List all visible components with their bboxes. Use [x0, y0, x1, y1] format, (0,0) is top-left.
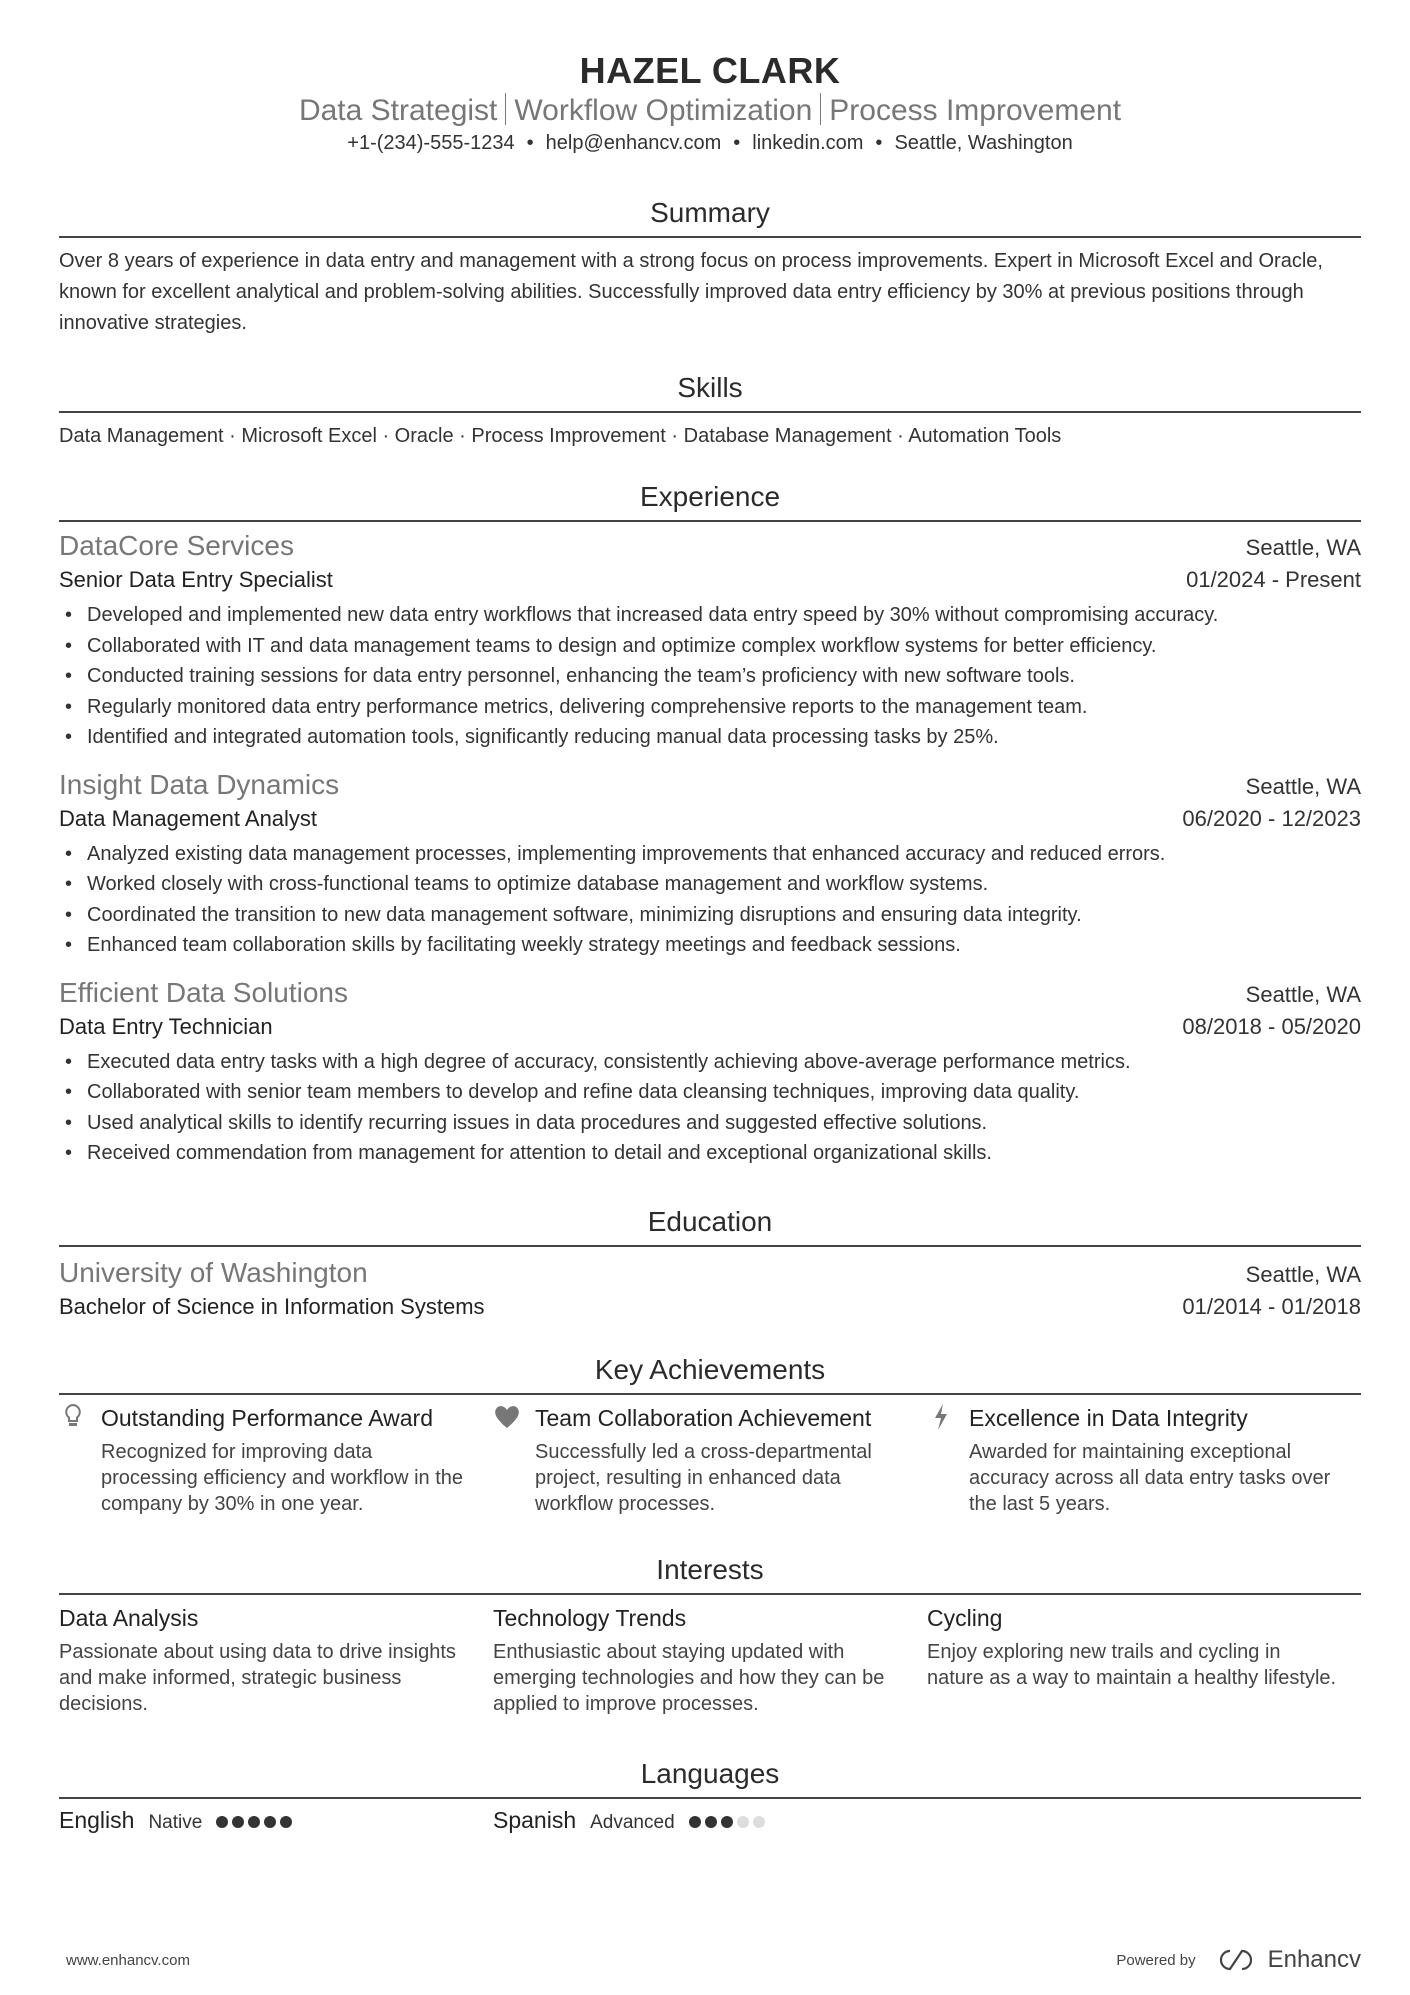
bullet-item: • Used analytical skills to identify recurring issues in data procedures and suggested effective solutions.: [59, 1108, 1361, 1139]
degree: Bachelor of Science in Information Systems: [59, 1293, 485, 1319]
section-heading: Education: [59, 1205, 1361, 1247]
headline-item: Data Strategist: [298, 94, 498, 127]
interest-description: Enthusiastic about staying updated with emerging technologies and how they can be applied to improve processes.: [493, 1640, 885, 1715]
language-level: Native: [148, 1811, 203, 1833]
bullet-item: • Worked closely with cross-functional teams to optimize database management and workflow systems.: [59, 869, 1361, 900]
summary-section: [59, 196, 1361, 339]
job-dates: 06/2020 - 12/2023: [1182, 805, 1361, 831]
job-entry: [59, 767, 1361, 961]
job-location: Seattle, WA: [1245, 773, 1361, 799]
skills-list: Data Management · Microsoft Excel · Oracle · Process Improvement · Database Management · Automation Tools: [59, 425, 1062, 447]
bullet-item: • Executed data entry tasks with a high degree of accuracy, consistently achieving above-average performance metrics.: [59, 1047, 1361, 1078]
language-item: [59, 1807, 493, 1834]
achievement-item: [493, 1403, 927, 1517]
achievement-description: Recognized for improving data processing efficiency and workflow in the company by 30% in one year.: [101, 1440, 464, 1515]
job-bullets: [59, 839, 1361, 961]
company-name: Insight Data Dynamics: [59, 768, 340, 800]
rating-dot: [689, 1816, 701, 1828]
enhancv-logo: [1214, 1946, 1361, 1974]
achievement-description: Awarded for maintaining exceptional accuracy across all data entry tasks over the last 5 years.: [969, 1440, 1331, 1515]
location: Seattle, Washington: [894, 132, 1073, 154]
language-item: [493, 1807, 927, 1834]
headline-item: Workflow Optimization: [514, 94, 813, 127]
bullet-item: • Regularly monitored data entry performance metrics, delivering comprehensive reports to the management team.: [59, 692, 1361, 723]
rating-dot: [264, 1816, 276, 1828]
bullet-item: • Developed and implemented new data entry workflows that increased data entry speed by 30% without compromising accuracy.: [59, 600, 1361, 631]
interest-item: [927, 1603, 1361, 1717]
contact-info: +1-(234)-555-1234 • help@enhancv.com • linkedin.com • Seattle, Washington: [347, 132, 1073, 154]
website-link[interactable]: www.enhancv.com: [66, 1951, 190, 1969]
bullet-item: • Analyzed existing data management processes, implementing improvements that enhanced accuracy and reduced errors.: [59, 839, 1361, 870]
resume: [59, 0, 1361, 1834]
enhancv-logo-icon: [1214, 1947, 1258, 1973]
divider: [820, 93, 821, 125]
job-dates: 01/2024 - Present: [1186, 567, 1361, 592]
interest-title: Cycling: [927, 1604, 1003, 1631]
proficiency-rating: [689, 1815, 769, 1833]
rating-dot: [232, 1816, 244, 1828]
experience-section: [59, 480, 1361, 1169]
bullet-item: • Coordinated the transition to new data management software, minimizing disruptions and ensuring data integrity.: [59, 900, 1361, 931]
section-heading: Summary: [59, 196, 1361, 238]
bullet-item: • Received commendation from management for attention to detail and exceptional organizational skills.: [59, 1138, 1361, 1169]
bullet-item: • Identified and integrated automation tools, significantly reducing manual data processing tasks by 25%.: [59, 722, 1361, 753]
linkedin-link[interactable]: linkedin.com: [752, 132, 864, 154]
achievement-title: Outstanding Performance Award: [101, 1404, 433, 1431]
bullet-item: • Collaborated with senior team members to develop and refine data cleansing techniques, improving data quality.: [59, 1077, 1361, 1108]
interests-section: [59, 1553, 1361, 1717]
interest-description: Enjoy exploring new trails and cycling in nature as a way to maintain a healthy lifestyle.: [927, 1640, 1337, 1689]
achievement-item: [927, 1403, 1361, 1517]
job-dates: 08/2018 - 05/2020: [1182, 1013, 1361, 1039]
divider: [505, 93, 506, 125]
rating-dot: [280, 1816, 292, 1828]
lightning-icon: [927, 1403, 955, 1517]
language-level: Advanced: [590, 1811, 675, 1833]
bullet-item: • Conducted training sessions for data entry personnel, enhancing the team’s proficiency with new software tools.: [59, 661, 1361, 692]
headline: [59, 92, 1361, 130]
interest-item: [493, 1603, 927, 1717]
school-location: Seattle, WA: [1245, 1261, 1361, 1287]
achievement-description: Successfully led a cross-departmental project, resulting in enhanced data workflow processes.: [535, 1440, 872, 1515]
education-dates: 01/2014 - 01/2018: [1182, 1293, 1361, 1319]
section-heading: Key Achievements: [59, 1353, 1361, 1395]
achievement-item: [59, 1403, 493, 1517]
interest-item: [59, 1603, 493, 1717]
bullet-item: • Enhanced team collaboration skills by facilitating weekly strategy meetings and feedback sessions.: [59, 930, 1361, 961]
education-section: [59, 1205, 1361, 1323]
bullet-item: • Collaborated with IT and data management teams to design and optimize complex workflow systems for better efficiency.: [59, 631, 1361, 662]
section-heading: Skills: [59, 371, 1361, 413]
interest-title: Technology Trends: [493, 1604, 687, 1631]
job-entry: [59, 975, 1361, 1169]
rating-dot: [705, 1816, 717, 1828]
job-bullets: [59, 600, 1361, 753]
rating-dot: [216, 1816, 228, 1828]
achievements-section: [59, 1353, 1361, 1517]
powered-by-label: Powered by: [1116, 1951, 1196, 1969]
skills-section: [59, 371, 1361, 452]
resume-header: [59, 51, 1361, 156]
section-heading: Interests: [59, 1553, 1361, 1595]
rating-dot: [248, 1816, 260, 1828]
proficiency-rating: [216, 1815, 296, 1833]
job-title: Senior Data Entry Specialist: [59, 567, 333, 592]
job-location: Seattle, WA: [1245, 535, 1361, 560]
rating-dot: [737, 1816, 749, 1828]
lightbulb-icon: [59, 1403, 87, 1517]
achievement-title: Team Collaboration Achievement: [535, 1404, 872, 1431]
headline-item: Process Improvement: [829, 94, 1122, 127]
section-heading: Languages: [59, 1757, 1361, 1799]
job-location: Seattle, WA: [1245, 981, 1361, 1007]
rating-dot: [753, 1816, 765, 1828]
job-bullets: [59, 1047, 1361, 1169]
job-title: Data Management Analyst: [59, 805, 318, 831]
email-link[interactable]: help@enhancv.com: [545, 132, 722, 154]
brand-name: Enhancv: [1267, 1946, 1361, 1973]
summary-text: Over 8 years of experience in data entry and management with a strong focus on process improvements. Expert in Microsoft Excel and Oracle, known for excellent analytical and problem-solving abilities. Successfully improved data entry efficiency by 30% at previous positions through innovative strategies.: [59, 250, 1323, 334]
phone: +1-(234)-555-1234: [347, 132, 515, 154]
company-name: DataCore Services: [59, 530, 294, 561]
languages-section: [59, 1757, 1361, 1834]
footer: [66, 1946, 1361, 1974]
candidate-name: HAZEL CLARK: [579, 50, 841, 91]
company-name: Efficient Data Solutions: [59, 976, 348, 1008]
language-name: Spanish: [493, 1806, 577, 1833]
language-name: English: [59, 1806, 135, 1833]
section-heading: Experience: [59, 480, 1361, 522]
job-title: Data Entry Technician: [59, 1013, 273, 1039]
interest-description: Passionate about using data to drive insights and make informed, strategic business decisions.: [59, 1640, 456, 1715]
heart-icon: [493, 1403, 521, 1517]
interest-title: Data Analysis: [59, 1604, 199, 1631]
school-name: University of Washington: [59, 1256, 368, 1288]
achievement-title: Excellence in Data Integrity: [969, 1404, 1248, 1431]
rating-dot: [721, 1816, 733, 1828]
job-entry: [59, 528, 1361, 753]
